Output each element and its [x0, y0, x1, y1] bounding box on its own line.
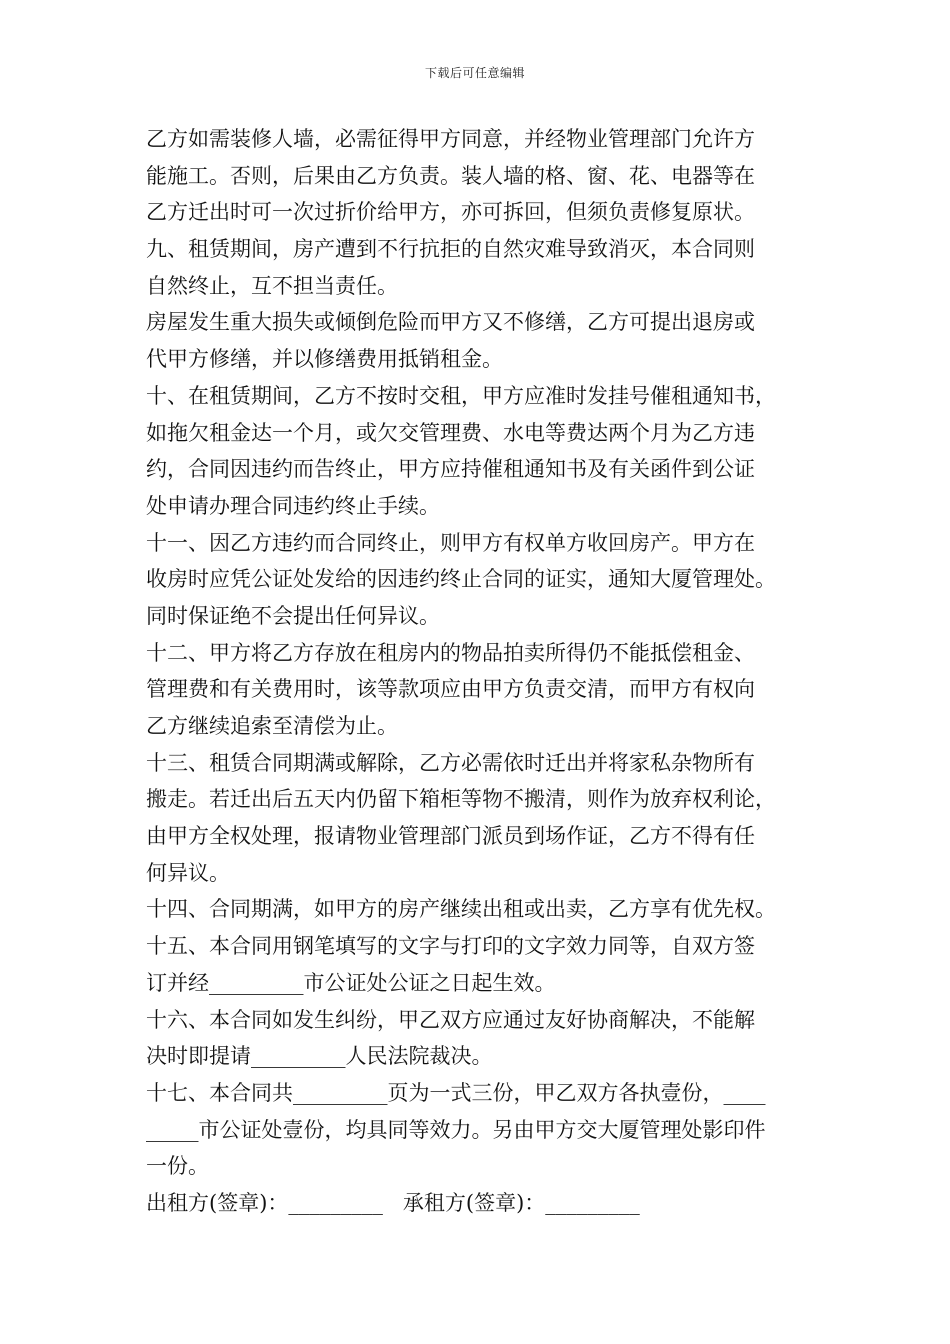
- text-line: 管理费和有关费用时，该等款项应由甲方负责交清，而甲方有权向: [146, 677, 755, 702]
- text-line: 十二、甲方将乙方存放在租房内的物品拍卖所得仍不能抵偿租金、: [146, 640, 755, 665]
- text-line: 能施工。否则，后果由乙方负责。装人墙的格、窗、花、电器等在: [146, 163, 755, 188]
- signature-row: [146, 1185, 810, 1222]
- text-line: 自然终止，互不担当责任。: [146, 273, 398, 298]
- text-line: 十、在租赁期间，乙方不按时交租，甲方应准时发挂号催租通知书，: [146, 383, 776, 408]
- text-line: 代甲方修缮，并以修缮费用抵销租金。: [146, 347, 503, 372]
- text-line: _____市公证处壹份，均具同等效力。另由甲方交大厦管理处影印件: [146, 1117, 766, 1142]
- text-line: 如拖欠租金达一个月，或欠交管理费、水电等费达两个月为乙方违: [146, 420, 755, 445]
- text-line: 乙方如需装修人墙，必需征得甲方同意，并经物业管理部门允许方: [146, 127, 755, 151]
- text-line: 由甲方全权处理，报请物业管理部门派员到场作证，乙方不得有任: [146, 824, 755, 849]
- text-line: 房屋发生重大损失或倾倒危险而甲方又不修缮，乙方可提出退房或: [146, 310, 755, 335]
- text-line: 何异议。: [146, 860, 230, 885]
- text-line: 十一、因乙方违约而合同终止，则甲方有权单方收回房产。甲方在: [146, 530, 755, 555]
- text-line: 收房时应凭公证处发给的因违约终止合同的证实，通知大厦管理处。: [146, 567, 776, 592]
- text-line: 十六、本合同如发生纠纷，甲乙双方应通过友好协商解决，不能解: [146, 1007, 755, 1032]
- text-line: 十五、本合同用钢笔填写的文字与打印的文字效力同等，自双方签: [146, 934, 755, 959]
- text-line: 决时即提请_________人民法院裁决。: [146, 1044, 493, 1069]
- text-line: 处申请办理合同违约终止手续。: [146, 493, 440, 518]
- document-body: [146, 121, 810, 1222]
- text-line: 搬走。若迁出后五天内仍留下箱柜等物不搬清，则作为放弃权利论，: [146, 787, 776, 812]
- text-line: 乙方继续追索至清偿为止。: [146, 714, 398, 738]
- text-line: 一份。: [146, 1154, 209, 1179]
- text-line: 乙方迁出时可一次过折价给甲方，亦可拆回，但须负责修复原状。: [146, 200, 755, 225]
- text-line: 订并经_________市公证处公证之日起生效。: [146, 970, 556, 995]
- page-header: 下载后可任意编辑: [424, 66, 525, 80]
- text-line: 十三、租赁合同期满或解除，乙方必需依时迁出并将家私杂物所有: [146, 750, 755, 775]
- text-line: 九、租赁期间，房产遭到不行抗拒的自然灾难导致消灭，本合同则: [146, 237, 755, 262]
- text-line: 十七、本合同共_________页为一式三份，甲乙双方各执壹份，____: [146, 1080, 766, 1105]
- text-line: 十四、合同期满，如甲方的房产继续出租或出卖，乙方享有优先权。: [146, 897, 776, 922]
- text-line: 约，合同因违约而告终止，甲方应持催租通知书及有关函件到公证: [146, 457, 755, 482]
- lessee-signature: 承租方(签章)：_________: [402, 1190, 640, 1215]
- lessor-signature: 出租方(签章)：_________: [146, 1190, 383, 1215]
- text-line: 同时保证绝不会提出任何异议。: [146, 603, 440, 628]
